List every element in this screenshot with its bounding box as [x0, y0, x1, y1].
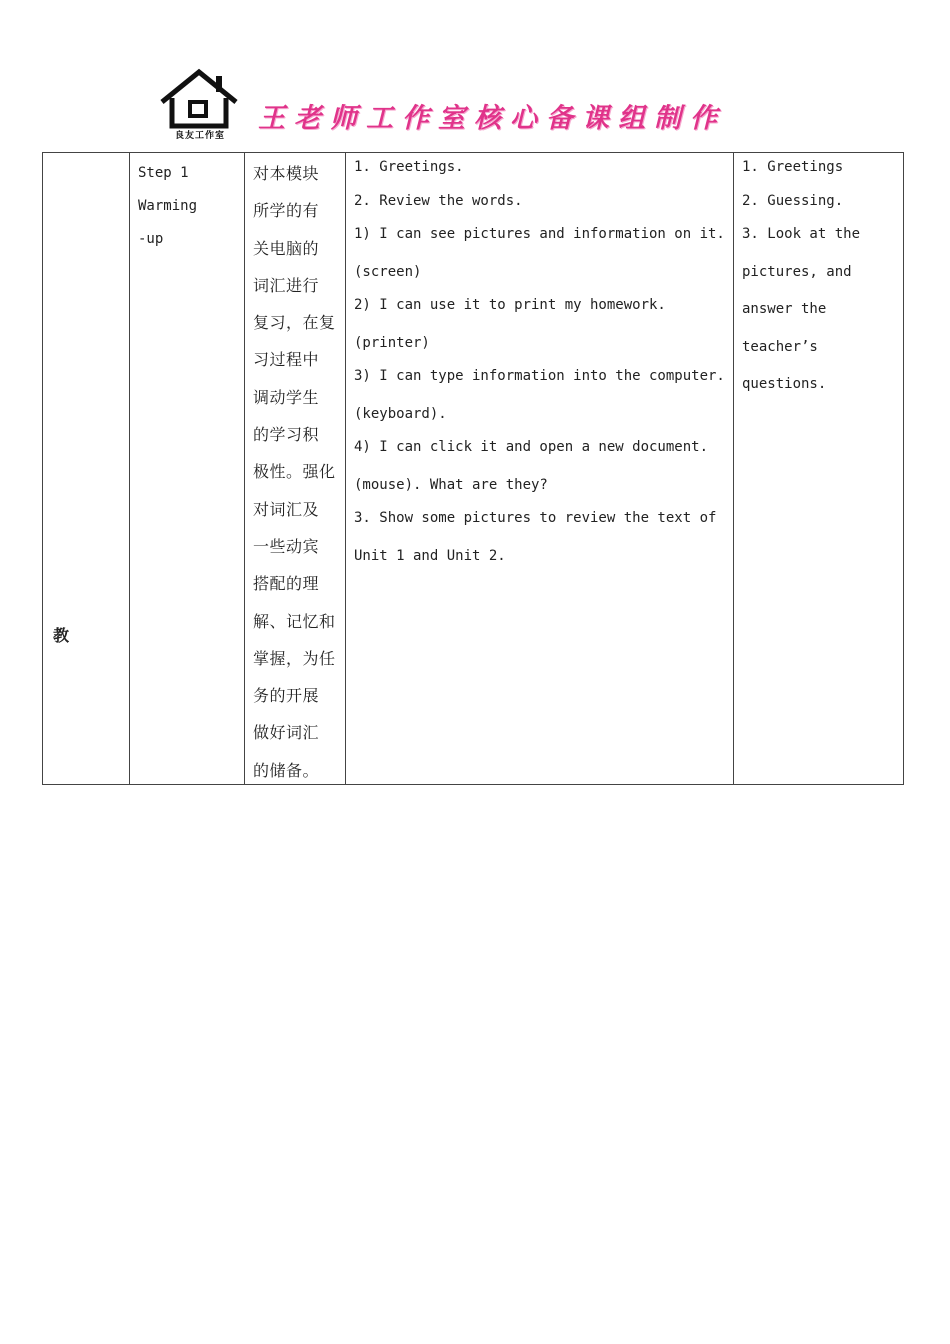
activity-line: 1) I can see pictures and information on it. — [354, 226, 725, 242]
section-label: 教 — [53, 626, 70, 645]
studio-banner: 王老师工作室核心备课组制作 — [258, 103, 726, 134]
activity-line: 3. Show some pictures to review the text of — [354, 510, 717, 526]
activity-line: 2) I can use it to print my homework. — [354, 297, 666, 313]
activity-line: (printer) — [354, 334, 430, 351]
student-line: 2. Guessing. — [742, 192, 844, 209]
purpose-text — [253, 155, 341, 789]
student-line: answer the — [742, 301, 827, 317]
purpose-line: 对本模块 — [253, 164, 320, 183]
teacher-activity-column — [346, 153, 734, 784]
purpose-line: 的储备。 — [253, 760, 320, 780]
purpose-line: 掌握，为任 — [253, 648, 336, 668]
purpose-line: 务的开展 — [253, 686, 320, 706]
activity-line: 1. Greetings. — [354, 159, 464, 175]
student-line: teacher’s — [742, 338, 818, 355]
purpose-line: 的学习积 — [253, 425, 320, 445]
activity-line: (keyboard). — [354, 405, 447, 422]
step-line: -up — [138, 231, 164, 247]
lesson-plan-table — [42, 152, 904, 785]
activity-line: 2. Review the words. — [354, 192, 523, 209]
activity-line: (screen) — [354, 263, 422, 280]
purpose-line: 搭配的理 — [253, 574, 320, 594]
purpose-line: 一些动宾 — [253, 536, 320, 556]
activity-line: 3) I can type information into the computer. — [354, 368, 725, 384]
purpose-line: 习过程中 — [253, 350, 320, 370]
step-line: Step 1 — [138, 165, 189, 181]
activity-line: (mouse). What are they? — [354, 476, 548, 493]
step-line: Warming — [138, 198, 198, 214]
purpose-line: 调动学生 — [253, 387, 320, 407]
purpose-line: 词汇进行 — [253, 275, 320, 295]
purpose-line: 解、记忆和 — [253, 611, 336, 631]
student-activity-column — [734, 153, 904, 784]
logo-caption: 良友工作室 — [174, 131, 225, 141]
student-line: pictures, and — [742, 263, 852, 280]
student-line: 3. Look at the — [742, 226, 861, 242]
purpose-line: 做好词汇 — [253, 723, 320, 743]
purpose-line: 所学的有 — [253, 201, 320, 221]
student-line: questions. — [742, 376, 827, 392]
student-activities — [742, 157, 902, 412]
step-title — [138, 157, 197, 256]
activity-line: 4) I can click it and open a new document. — [354, 439, 709, 455]
purpose-line: 对词汇及 — [253, 499, 320, 519]
teacher-activities — [354, 157, 729, 579]
activity-line: Unit 1 and Unit 2. — [354, 547, 506, 564]
section-column — [43, 153, 130, 784]
purpose-line: 复习，在复 — [253, 313, 336, 333]
step-column — [130, 153, 245, 784]
purpose-line: 关电脑的 — [253, 238, 320, 258]
purpose-line: 极性。强化 — [253, 462, 336, 482]
student-line: 1. Greetings — [742, 159, 844, 175]
purpose-column — [245, 153, 346, 784]
